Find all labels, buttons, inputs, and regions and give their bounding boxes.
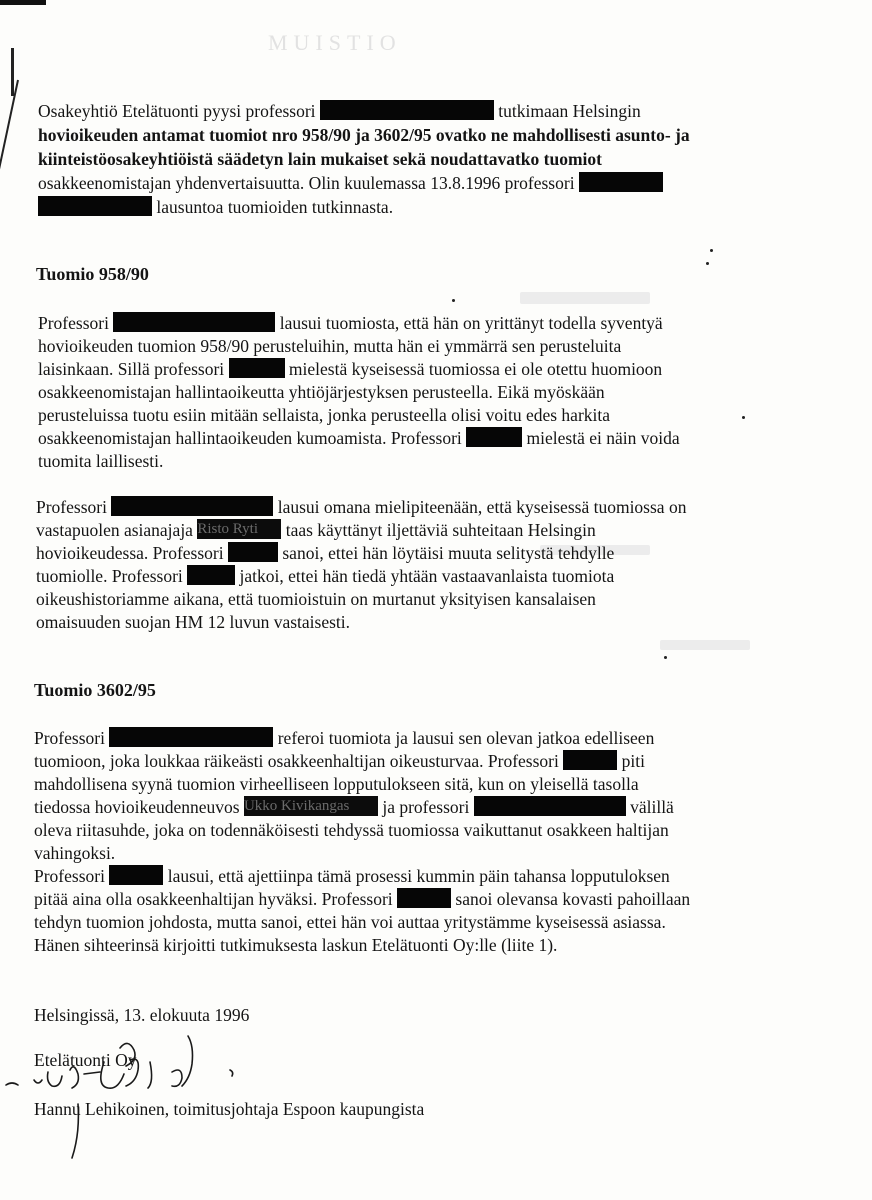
text-line: Professori lausui, että ajettiinpa tämä prosessi kummin päin tahansa lopputuloksen	[34, 866, 670, 886]
text-line: omaisuuden suojan HM 12 luvun vastaisesti.	[36, 612, 351, 632]
text-line: vastapuolen asianajaja Risto Ryti taas käyttänyt iljettäviä suhteitaan Helsingin	[36, 520, 596, 540]
redaction-box: Risto Ryti	[197, 519, 281, 539]
text-line: tiedossa hovioikeudenneuvos Ukko Kivikangas ja professori välillä	[34, 797, 674, 817]
text-line: oleva riitasuhde, joka on todennäköisesti tehdyssä tuomiossa vaikuttanut osakkeen haltijan	[34, 820, 669, 840]
company-name: Etelätuonti Oy	[34, 1050, 137, 1070]
text-line: tuomiolle. Professori jatkoi, ettei hän tiedä yhtään vastaavanlaista tuomiota	[36, 566, 615, 586]
signer-line: Hannu Lehikoinen, toimitusjohtaja Espoon kaupungista	[34, 1099, 425, 1119]
text-line: osakkeenomistajan yhdenvertaisuutta. Olin kuulemassa 13.8.1996 professori	[38, 172, 663, 194]
text-line: Professori lausui tuomiosta, että hän on yrittänyt todella syventyä	[38, 313, 663, 333]
text-line: Hänen sihteerinsä kirjoitti tutkimuksesta laskun Etelätuonti Oy:lle (liite 1).	[34, 935, 558, 955]
text-line: laisinkaan. Sillä professori mielestä kyseisessä tuomiossa ei ole otettu huomioon	[38, 359, 663, 379]
memo-watermark: MUISTIO	[268, 30, 402, 55]
section-heading: Tuomio 958/90	[36, 264, 149, 284]
text-line: vahingoksi.	[34, 843, 116, 863]
text-line: perusteluissa tuotu esiin mitään sellaista, jonka perusteella olisi voitu edes harkita	[38, 405, 611, 425]
place-and-date: Helsingissä, 13. elokuuta 1996	[34, 1005, 250, 1025]
text-line: tuomioon, joka loukkaa räikeästi osakkeenhaltijan oikeusturvaa. Professori piti	[34, 751, 645, 771]
text-line: osakkeenomistajan hallintaoikeutta yhtiöjärjestyksen perusteella. Eikä myöskään	[38, 382, 605, 402]
text-line: tehdyn tuomion johdosta, mutta sanoi, ettei hän voi auttaa yritystämme kyseisessä asiassa.	[34, 912, 666, 932]
text-line: tuomita laillisesti.	[38, 451, 164, 471]
text-line: hovioikeuden antamat tuomiot nro 958/90 ja 3602/95 ovatko ne mahdollisesti asunto- ja	[38, 125, 690, 145]
text-line: Professori lausui omana mielipiteenään, että kyseisessä tuomiossa on	[36, 497, 687, 517]
text-line: hovioikeuden tuomion 958/90 perusteluihin, mutta hän ei ymmärrä sen perusteluita	[38, 336, 622, 356]
text-line: mahdollisena syynä tuomion virheelliseen lopputulokseen sitä, kun on yleisellä tasolla	[34, 774, 639, 794]
text-line: Professori referoi tuomiota ja lausui sen olevan jatkoa edelliseen	[34, 728, 655, 748]
section-heading: Tuomio 3602/95	[34, 680, 156, 700]
text-line: lausuntoa tuomioiden tutkinnasta.	[38, 196, 393, 218]
text-line: pitää aina olla osakkeenhaltijan hyväksi. Professori sanoi olevansa kovasti pahoillaan	[34, 889, 691, 909]
text-line: Osakeyhtiö Etelätuonti pyysi professori tutkimaan Helsingin	[38, 101, 641, 121]
text-line: hovioikeudessa. Professori sanoi, ettei hän löytäisi muuta selitystä tehdylle	[36, 543, 615, 563]
text-line: osakkeenomistajan hallintaoikeuden kumoamista. Professori mielestä ei näin voida	[38, 428, 680, 448]
text-line: kiinteistöosakeyhtiöistä säädetyn lain mukaiset sekä noudattavatko tuomiot	[38, 149, 602, 169]
text-line: oikeushistoriamme aikana, että tuomioistuin on murtanut yksityisen kansalaisen	[36, 589, 596, 609]
redaction-box: Ukko Kivikangas	[244, 796, 378, 816]
